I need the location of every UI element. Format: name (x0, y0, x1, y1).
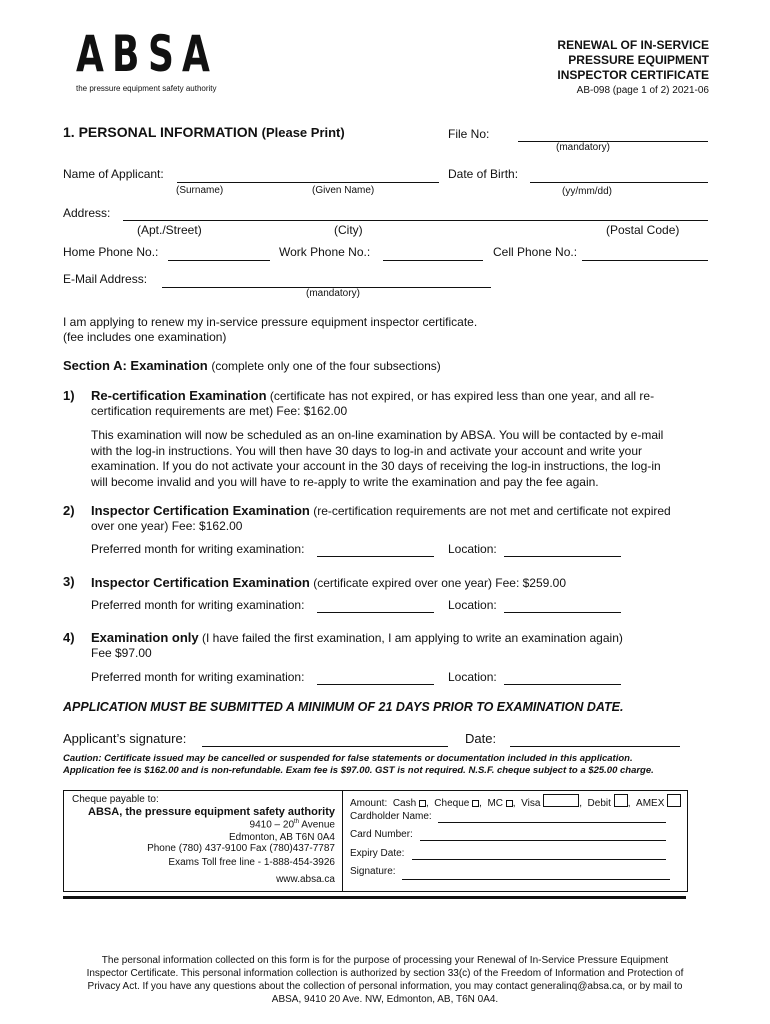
info-line: examination. If you do not activate your account in the 30 days of receiving the log-in instructions, the log-in (91, 459, 661, 473)
heading-paren: (Please Print) (261, 125, 345, 140)
preferred-month-field[interactable] (317, 684, 434, 685)
section-a-heading (63, 358, 441, 373)
org-website: www.absa.ca (276, 874, 335, 885)
applicant-signature-field[interactable] (202, 746, 448, 747)
dob-field[interactable] (530, 182, 708, 183)
logo-letter: A (76, 25, 105, 83)
org-phone: Phone (780) 437-9100 Fax (780)437-7787 (147, 843, 335, 854)
cell-phone-field[interactable] (582, 260, 708, 261)
preferred-month-label: Preferred month for writing examination: (91, 670, 305, 684)
cardholder-label: Cardholder Name: (350, 811, 432, 822)
expiry-label: Expiry Date: (350, 848, 405, 859)
preferred-month-field[interactable] (317, 612, 434, 613)
address-label: Address: (63, 206, 111, 220)
dob-format: (yy/mm/dd) (562, 186, 612, 197)
caution-text (63, 753, 713, 777)
addr-street: 9410 – 20 (249, 819, 295, 831)
footer-line: Privacy Act. If you have any questions about the collection of personal information, you may contact generalinq@absa.ca, or by mail to (87, 981, 683, 992)
item-desc: certification requirements are met) Fee: $162.00 (91, 404, 348, 418)
logo-letter: S (148, 25, 175, 83)
apt-street-caption: (Apt./Street) (137, 223, 202, 237)
info-line: This examination will now be scheduled as an on-line examination by ABSA. You will be contacted by e-mail (91, 428, 664, 442)
method-visa-label: Visa (521, 798, 541, 809)
given-name-caption: (Given Name) (312, 185, 375, 196)
item-number: 2) (63, 503, 75, 518)
item-desc: (I have failed the first examination, I am applying to write an examination again) (198, 631, 623, 645)
item-inspector-cert-1 (91, 503, 711, 534)
work-phone-field[interactable] (383, 260, 483, 261)
item-title: Examination only (91, 630, 199, 645)
applicant-signature-label: Applicant’s signature: (63, 731, 187, 746)
method-visa-checkbox[interactable] (543, 794, 579, 807)
name-field[interactable] (177, 182, 439, 183)
item-exam-only (91, 630, 711, 661)
location-label: Location: (448, 598, 497, 612)
applying-line: I am applying to renew my in-service pressure equipment inspector certificate. (63, 315, 478, 329)
caution-line: Application fee is $162.00 and is non-refundable. Exam fee is $97.00. GST is not required. N.S.F. cheque subject to a $25.00 charge. (63, 765, 654, 776)
card-signature-field[interactable] (402, 879, 670, 880)
method-amex-checkbox[interactable] (667, 794, 681, 807)
addr-street-sup: th (294, 819, 300, 825)
heading-number: 1. (63, 124, 75, 140)
item-title: Re-certification Examination (91, 388, 267, 403)
preferred-month-field[interactable] (317, 556, 434, 557)
item-title: Inspector Certification Examination (91, 575, 310, 590)
method-cheque-label: Cheque (434, 798, 470, 809)
home-phone-field[interactable] (168, 260, 270, 261)
method-mc-label: MC (487, 798, 504, 809)
info-line: with the log-in instructions. You will then have 30 days to log-in and activate your account and write your (91, 443, 642, 458)
section-a-paren: (complete only one of the four subsections) (211, 359, 441, 373)
surname-caption: (Surname) (176, 185, 224, 196)
file-no-mandatory: (mandatory) (556, 142, 610, 153)
location-field[interactable] (504, 684, 621, 685)
logo-letter: B (112, 25, 141, 83)
method-cheque-checkbox[interactable] (472, 800, 479, 807)
item-desc: over one year) Fee: $162.00 (91, 519, 243, 533)
file-no-label: File No: (448, 127, 490, 141)
method-cash-checkbox[interactable] (419, 800, 426, 807)
org-name: ABSA, the pressure equipment safety authority (88, 806, 335, 818)
personal-info-heading (63, 124, 345, 140)
payment-divider (342, 791, 343, 891)
org-address-street (250, 819, 335, 830)
item-number: 3) (63, 574, 75, 589)
name-label: Name of Applicant: (63, 167, 164, 181)
location-field[interactable] (504, 556, 621, 557)
payment-methods: Amount: Cash , Cheque , MC , Visa , Debit , AMEX (350, 794, 681, 809)
applying-statement (63, 315, 477, 345)
item-recertification-info (91, 428, 711, 490)
payment-box (63, 790, 688, 892)
dob-label: Date of Birth: (448, 167, 519, 181)
expiry-field[interactable] (412, 859, 666, 860)
info-line: will become invalid and you will have to re-apply to write the examination and pay the fee again. (91, 474, 599, 489)
method-debit-checkbox[interactable] (614, 794, 628, 807)
logo-letter: A (182, 25, 211, 83)
item-desc: (certificate has not expired, or has expired less than one year, and all re- (266, 389, 655, 403)
item-desc: (certificate expired over one year) Fee: $259.00 (309, 576, 567, 590)
method-mc-checkbox[interactable] (506, 800, 513, 807)
item-inspector-cert-2 (91, 574, 711, 592)
footer-line: ABSA, 9410 20 Ave. NW, Edmonton, AB, T6N 0A4. (271, 994, 499, 1005)
item-recertification (91, 388, 711, 419)
logo-tagline: the pressure equipment safety authority (76, 84, 217, 93)
addr-street-end: Avenue (299, 819, 335, 831)
home-phone-label: Home Phone No.: (63, 245, 159, 259)
applying-line: (fee includes one examination) (63, 330, 227, 344)
card-number-field[interactable] (420, 840, 666, 841)
heading-text: PERSONAL INFORMATION (78, 124, 258, 140)
card-number-label: Card Number: (350, 829, 413, 840)
footer-line: Inspector Certificate. This personal information collection is authorized by section 33(c) of the Freedom of Information and Protection of (86, 968, 684, 979)
email-mandatory: (mandatory) (306, 288, 360, 299)
form-title-line: INSPECTOR CERTIFICATE (557, 68, 709, 82)
submission-notice: APPLICATION MUST BE SUBMITTED A MINIMUM OF 21 DAYS PRIOR TO EXAMINATION DATE. (63, 700, 624, 714)
form-title-line: RENEWAL OF IN-SERVICE (557, 38, 709, 52)
location-label: Location: (448, 670, 497, 684)
form-title (557, 38, 709, 98)
org-address-city: Edmonton, AB T6N 0A4 (229, 832, 335, 843)
preferred-month-label: Preferred month for writing examination: (91, 542, 305, 556)
file-no-field[interactable] (518, 141, 708, 142)
location-field[interactable] (504, 612, 621, 613)
privacy-footer (60, 954, 710, 1006)
amount-label: Amount: (350, 798, 388, 809)
form-title-line: PRESSURE EQUIPMENT (568, 53, 709, 67)
cardholder-field[interactable] (438, 822, 666, 823)
method-cash-label: Cash (392, 798, 417, 809)
cheque-payable-label: Cheque payable to: (72, 794, 159, 805)
form-code: AB-098 (page 1 of 2) 2021-06 (576, 85, 709, 96)
address-field[interactable] (123, 220, 708, 221)
preferred-month-label: Preferred month for writing examination: (91, 598, 305, 612)
item-number: 1) (63, 388, 75, 403)
work-phone-label: Work Phone No.: (279, 245, 371, 259)
item-number: 4) (63, 630, 75, 645)
cell-phone-label: Cell Phone No.: (493, 245, 578, 259)
location-label: Location: (448, 542, 497, 556)
email-label: E-Mail Address: (63, 272, 148, 286)
payment-box-rule (63, 896, 686, 899)
item-desc: (re-certification requirements are not met and certificate not expired (309, 504, 671, 518)
method-debit-label: Debit (587, 798, 611, 809)
city-caption: (City) (334, 223, 363, 237)
postal-caption: (Postal Code) (606, 223, 680, 237)
footer-line: The personal information collected on this form is for the purpose of processing your Renewal of In-Service Pressure Equipment (101, 955, 669, 966)
method-amex-label: AMEX (636, 798, 665, 809)
signature-date-label: Date: (465, 731, 497, 746)
section-a-title: Section A: Examination (63, 358, 208, 373)
signature-date-field[interactable] (510, 746, 680, 747)
card-signature-label: Signature: (350, 866, 396, 877)
item-desc: Fee $97.00 (91, 646, 152, 660)
caution-line: Caution: Certificate issued may be cancelled or suspended for false statements or documentation included in this application. (63, 753, 633, 764)
org-tollfree: Exams Toll free line - 1-888-454-3926 (168, 857, 335, 868)
item-title: Inspector Certification Examination (91, 503, 310, 518)
